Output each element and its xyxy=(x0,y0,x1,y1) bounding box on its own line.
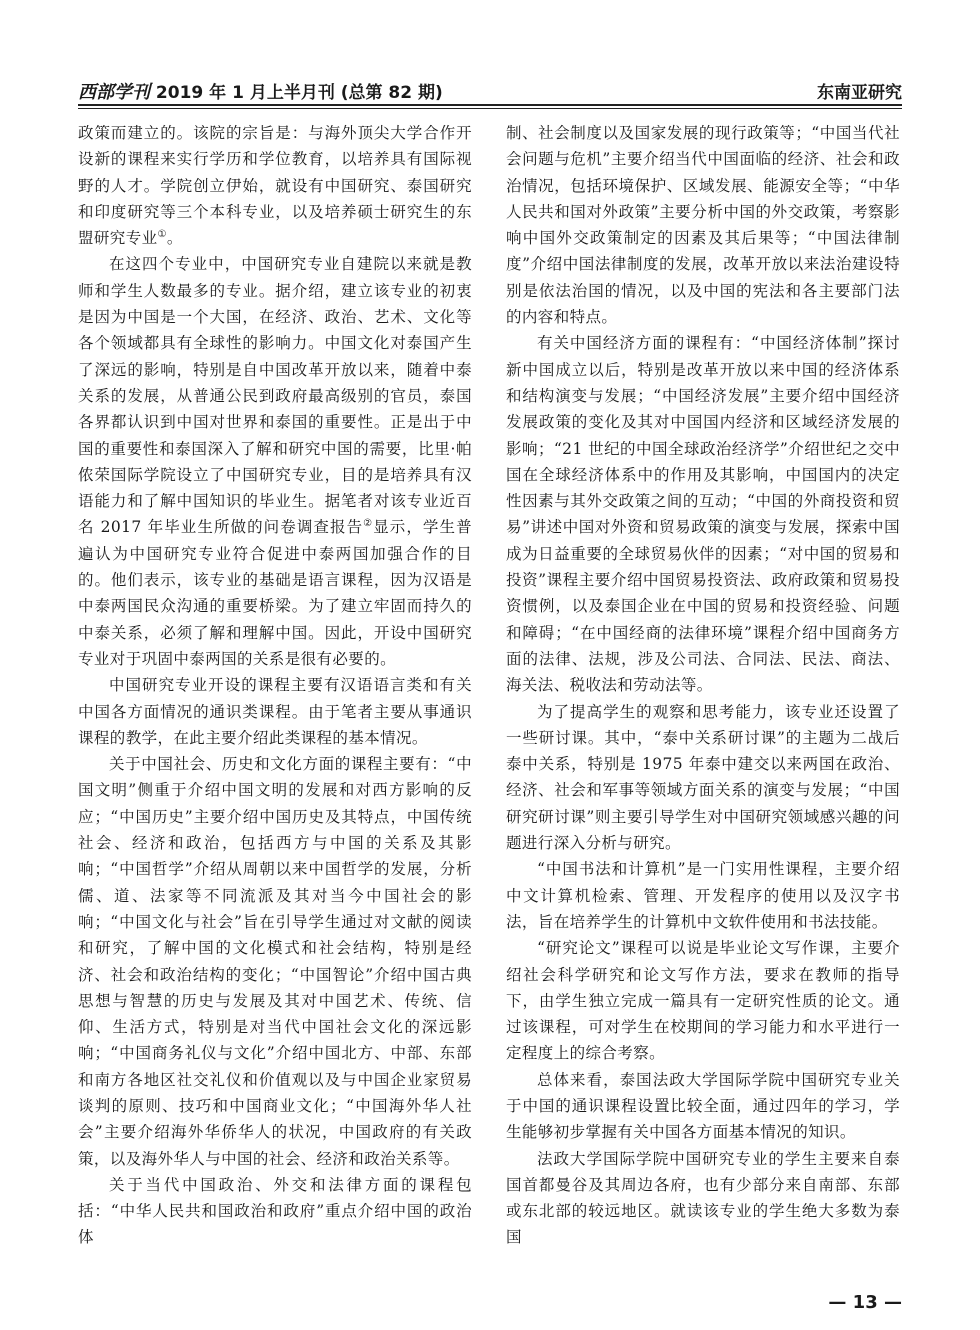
journal-info xyxy=(78,78,443,104)
journal-logo: 西部学刊 xyxy=(78,82,150,103)
page-number: — 13 — xyxy=(828,1292,902,1313)
paragraph: 有关中国经济方面的课程有：“中国经济体制”探讨新中国成立以后，特别是改革开放以来中国的经济体系和结构演变与发展；“中国经济发展”主要介绍中国经济发展政策的变化及其对中国国内经济和区域经济发展的影响；“21 世纪的中国全球政治经济学”介绍世纪之交中国在全球经济体系中的作用及其影响，中国国内的决定性因素与其外交政策之间的互动；“中国的外商投资和贸易”讲述中国对外资和贸易政策的演变与发展，探索中国成为日益重要的全球贸易伙伴的因素；“对中国的贸易和投资”课程主要介绍中国贸易投资法、政府政策和贸易投资惯例，以及泰国企业在中国的贸易和投资经验、问题和障碍；“在中国经商的法律环境”课程介绍中国商务方面的法律、法规，涉及公司法、合同法、民法、商法、海关法、税收法和劳动法等。 xyxy=(506,334,900,695)
paragraph: 制、社会制度以及国家发展的现行政策等；“中国当代社会问题与危机”主要介绍当代中国面临的经济、社会和政治情况，包括环境保护、区域发展、能源安全等；“中华人民共和国对外政策”主要分析中国的外交政策，考察影响中国外交政策制定的因素及其后果等；“中国法律制度”介绍中国法律制度的发展，改革开放以来法治建设特别是依法治国的情况，以及中国的宪法和各主要部门法的内容和特点。 xyxy=(506,124,900,327)
right-column xyxy=(506,120,900,1280)
paragraph: 中国研究专业开设的课程主要有汉语语言类和有关中国各方面情况的通识类课程。由于笔者主要从事通识课程的教学，在此主要介绍此类课程的基本情况。 xyxy=(78,676,472,747)
paragraph: 政策而建立的。该院的宗旨是：与海外顶尖大学合作开设新的课程来实行学历和学位教育，以培养具有国际视野的人才。学院创立伊始，就设有中国研究、泰国研究和印度研究等三个本科专业，以及培养硕士研究生的东盟研究专业①。 xyxy=(78,124,472,248)
paragraph: 为了提高学生的观察和思考能力，该专业还设置了一些研讨课。其中，“泰中关系研讨课”的主题为二战后泰中关系，特别是 1975 年泰中建交以来两国在政治、经济、社会和军事等领域方面关系的演变与发展；“中国研究研讨课”则主要引导学生对中国研究领域感兴趣的问题进行深入分析与研究。 xyxy=(506,702,900,853)
paragraph: 法政大学国际学院中国研究专业的学生主要来自泰国首都曼谷及其周边各府，也有少部分来自南部、东部或东北部的较远地区。就读该专业的学生绝大多数为泰国 xyxy=(506,1149,900,1247)
paragraph: 关于当代中国政治、外交和法律方面的课程包括：“中华人民共和国政治和政府”重点介绍中国的政治体 xyxy=(78,1175,472,1247)
running-header xyxy=(78,76,902,102)
left-column xyxy=(78,120,472,1280)
header-rule xyxy=(78,104,902,106)
issue-info: 2019 年 1 月上半月刊 (总第 82 期) xyxy=(155,83,443,103)
footnote-marker: ① xyxy=(157,229,167,241)
header-rule-thin xyxy=(78,108,902,109)
footnote-marker: ② xyxy=(363,518,374,530)
paragraph: 总体来看，泰国法政大学国际学院中国研究专业关于中国的通识课程设置比较全面，通过四年的学习，学生能够初步掌握有关中国各方面基本情况的知识。 xyxy=(506,1070,900,1142)
paragraph: 在这四个专业中，中国研究专业自建院以来就是教师和学生人数最多的专业。据介绍，建立该专业的初衷是因为中国是一个大国，在经济、政治、艺术、文化等各个领域都具有全球性的影响力。中国文化对泰国产生了深远的影响，特别是自中国改革开放以来，随着中泰关系的发展，从普通公民到政府最高级别的官员，泰国各界都认识到中国对世界和泰国的重要性。正是出于中国的重要性和泰国深入了解和研究中国的需要，比里·帕侬荣国际学院设立了中国研究专业，目的是培养具有汉语能力和了解中国知识的毕业生。据笔者对该专业近百名 2017 年毕业生所做的问卷调查报告②显示，学生普遍认为中国研究专业符合促进中泰两国加强合作的目的。他们表示，该专业的基础是语言课程，因为汉语是中泰两国民众沟通的重要桥梁。为了建立牢固而持久的中泰关系，必须了解和理解中国。因此，开设中国研究专业对于巩固中泰两国的关系是很有必要的。 xyxy=(78,255,472,668)
section-title: 东南亚研究 xyxy=(817,83,902,103)
paragraph: “中国书法和计算机”是一门实用性课程，主要介绍中文计算机检索、管理、开发程序的使用以及汉字书法，旨在培养学生的计算机中文软件使用和书法技能。 xyxy=(506,860,900,931)
paragraph: 关于中国社会、历史和文化方面的课程主要有：“中国文明”侧重于介绍中国文明的发展和对西方影响的反应；“中国历史”主要介绍中国历史及其特点，中国传统社会、经济和政治，包括西方与中国的关系及其影响；“中国哲学”介绍从周朝以来中国哲学的发展，分析儒、道、法家等不同流派及其对当今中国社会的影响；“中国文化与社会”旨在引导学生通过对文献的阅读和研究，了解中国的文化模式和社会结构，特别是经济、社会和政治结构的变化；“中国智论”介绍中国古典思想与智慧的历史与发展及其对中国艺术、传统、信仰、生活方式，特别是对当代中国社会文化的深远影响；“中国商务礼仪与文化”介绍中国北方、中部、东部和南方各地区社交礼仪和价值观以及与中国企业家贸易谈判的原则、技巧和中国商业文化；“中国海外华人社会”主要介绍海外华侨华人的状况，中国政府的有关政策，以及海外华人与中国的社会、经济和政治关系等。 xyxy=(78,755,472,1168)
paragraph: “研究论文”课程可以说是毕业论文写作课，主要介绍社会科学研究和论文写作方法，要求在教师的指导下，由学生独立完成一篇具有一定研究性质的论文。通过该课程，可对学生在校期间的学习能力和水平进行一定程度上的综合考察。 xyxy=(506,939,900,1063)
